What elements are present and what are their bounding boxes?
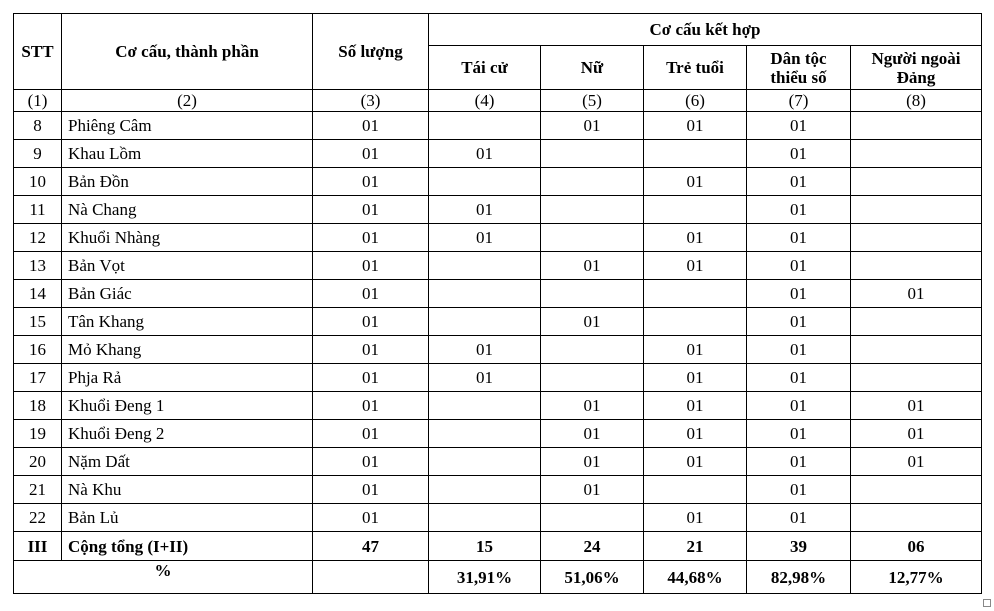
- table-row: [14, 364, 982, 392]
- index-cell: (6): [644, 90, 747, 112]
- row-young: 01: [644, 420, 747, 448]
- total-ethnic: 39: [747, 532, 851, 561]
- header-non-party: [851, 46, 982, 90]
- header-non-party-line1: Người ngoài: [871, 48, 961, 68]
- percent-ethnic: 82,98%: [747, 561, 851, 594]
- row-female: [541, 280, 644, 308]
- percent-label: %: [14, 561, 313, 594]
- row-stt: 16: [14, 336, 62, 364]
- index-cell: (8): [851, 90, 982, 112]
- row-non-party: [851, 224, 982, 252]
- percent-re-elected: 31,91%: [429, 561, 541, 594]
- header-ethnic-line2: thiểu số: [770, 67, 827, 87]
- table-row: [14, 252, 982, 280]
- row-young: 01: [644, 224, 747, 252]
- total-qty: 47: [313, 532, 429, 561]
- row-female: 01: [541, 112, 644, 140]
- row-non-party: [851, 364, 982, 392]
- row-name: Khuổi Đeng 1: [62, 392, 313, 420]
- row-young: 01: [644, 168, 747, 196]
- row-name: Tân Khang: [62, 308, 313, 336]
- row-name: Khuổi Đeng 2: [62, 420, 313, 448]
- row-ethnic: 01: [747, 420, 851, 448]
- total-non-party: 06: [851, 532, 982, 561]
- row-re-elected: [429, 252, 541, 280]
- row-name: Nặm Dất: [62, 448, 313, 476]
- row-re-elected: [429, 308, 541, 336]
- index-cell: (3): [313, 90, 429, 112]
- row-quantity: 01: [313, 448, 429, 476]
- row-stt: 15: [14, 308, 62, 336]
- row-young: 01: [644, 504, 747, 532]
- row-female: 01: [541, 420, 644, 448]
- index-cell: (4): [429, 90, 541, 112]
- row-name: Khuổi Nhàng: [62, 224, 313, 252]
- row-ethnic: 01: [747, 280, 851, 308]
- row-young: 01: [644, 112, 747, 140]
- row-re-elected: [429, 476, 541, 504]
- total-stt: III: [14, 532, 62, 561]
- row-ethnic: 01: [747, 476, 851, 504]
- row-stt: 14: [14, 280, 62, 308]
- header-young: Trẻ tuổi: [644, 46, 747, 90]
- row-non-party: [851, 168, 982, 196]
- row-female: 01: [541, 392, 644, 420]
- row-quantity: 01: [313, 476, 429, 504]
- row-young: [644, 140, 747, 168]
- header-quantity: Số lượng: [313, 14, 429, 90]
- row-female: [541, 196, 644, 224]
- table-row: [14, 280, 982, 308]
- row-stt: 10: [14, 168, 62, 196]
- composition-table: [13, 13, 982, 594]
- row-ethnic: 01: [747, 364, 851, 392]
- row-name: Bản Giác: [62, 280, 313, 308]
- row-stt: 11: [14, 196, 62, 224]
- row-quantity: 01: [313, 420, 429, 448]
- row-non-party: [851, 252, 982, 280]
- row-quantity: 01: [313, 308, 429, 336]
- table-row: [14, 140, 982, 168]
- row-non-party: [851, 336, 982, 364]
- row-quantity: 01: [313, 364, 429, 392]
- row-quantity: 01: [313, 140, 429, 168]
- row-re-elected: [429, 504, 541, 532]
- index-cell: (2): [62, 90, 313, 112]
- percent-female: 51,06%: [541, 561, 644, 594]
- row-re-elected: [429, 168, 541, 196]
- row-non-party: 01: [851, 392, 982, 420]
- row-name: Bản Lủ: [62, 504, 313, 532]
- header-ethnic-line1: Dân tộc: [770, 48, 827, 68]
- table-row: [14, 196, 982, 224]
- header-female: Nữ: [541, 46, 644, 90]
- row-non-party: [851, 476, 982, 504]
- row-re-elected: [429, 112, 541, 140]
- row-non-party: 01: [851, 448, 982, 476]
- row-stt: 18: [14, 392, 62, 420]
- row-quantity: 01: [313, 196, 429, 224]
- row-non-party: [851, 308, 982, 336]
- table-row: [14, 448, 982, 476]
- row-non-party: [851, 504, 982, 532]
- percent-row: [14, 561, 982, 594]
- row-quantity: 01: [313, 112, 429, 140]
- table-row: [14, 504, 982, 532]
- row-quantity: 01: [313, 392, 429, 420]
- row-young: 01: [644, 364, 747, 392]
- header-non-party-line2: Đảng: [896, 67, 936, 87]
- row-ethnic: 01: [747, 140, 851, 168]
- table-row: [14, 112, 982, 140]
- row-re-elected: [429, 280, 541, 308]
- row-ethnic: 01: [747, 336, 851, 364]
- percent-empty: [313, 561, 429, 594]
- row-female: 01: [541, 252, 644, 280]
- row-female: [541, 140, 644, 168]
- row-female: 01: [541, 308, 644, 336]
- row-ethnic: 01: [747, 196, 851, 224]
- row-name: Khau Lồm: [62, 140, 313, 168]
- row-quantity: 01: [313, 280, 429, 308]
- row-quantity: 01: [313, 224, 429, 252]
- table-row: [14, 392, 982, 420]
- row-young: 01: [644, 448, 747, 476]
- row-name: Mỏ Khang: [62, 336, 313, 364]
- row-young: 01: [644, 252, 747, 280]
- row-name: Phja Rả: [62, 364, 313, 392]
- row-ethnic: 01: [747, 224, 851, 252]
- table-row: [14, 168, 982, 196]
- row-non-party: 01: [851, 420, 982, 448]
- row-quantity: 01: [313, 336, 429, 364]
- row-ethnic: 01: [747, 168, 851, 196]
- row-name: Bản Vọt: [62, 252, 313, 280]
- header-stt: STT: [14, 14, 62, 90]
- row-young: 01: [644, 392, 747, 420]
- row-ethnic: 01: [747, 308, 851, 336]
- row-female: [541, 336, 644, 364]
- row-name: Nà Chang: [62, 196, 313, 224]
- row-stt: 19: [14, 420, 62, 448]
- row-re-elected: 01: [429, 364, 541, 392]
- row-stt: 22: [14, 504, 62, 532]
- row-re-elected: 01: [429, 336, 541, 364]
- index-cell: (1): [14, 90, 62, 112]
- row-stt: 13: [14, 252, 62, 280]
- row-quantity: 01: [313, 504, 429, 532]
- header-combined: Cơ cấu kết hợp: [429, 14, 982, 46]
- table-row: [14, 224, 982, 252]
- total-female: 24: [541, 532, 644, 561]
- resize-handle-icon[interactable]: [983, 599, 991, 607]
- total-name: Cộng tổng (I+II): [62, 532, 313, 561]
- row-stt: 17: [14, 364, 62, 392]
- row-quantity: 01: [313, 252, 429, 280]
- row-re-elected: 01: [429, 224, 541, 252]
- total-young: 21: [644, 532, 747, 561]
- row-female: [541, 504, 644, 532]
- row-name: Bản Đồn: [62, 168, 313, 196]
- row-non-party: [851, 140, 982, 168]
- total-re-elected: 15: [429, 532, 541, 561]
- table-row: [14, 420, 982, 448]
- row-non-party: [851, 112, 982, 140]
- header-ethnic: [747, 46, 851, 90]
- row-female: 01: [541, 476, 644, 504]
- percent-non-party: 12,77%: [851, 561, 982, 594]
- table-row: [14, 308, 982, 336]
- total-row: [14, 532, 982, 561]
- row-ethnic: 01: [747, 112, 851, 140]
- row-female: [541, 364, 644, 392]
- row-name: Phiêng Câm: [62, 112, 313, 140]
- table-row: [14, 336, 982, 364]
- row-female: [541, 168, 644, 196]
- table-row: [14, 476, 982, 504]
- row-re-elected: [429, 448, 541, 476]
- row-non-party: 01: [851, 280, 982, 308]
- column-index-row: [14, 90, 982, 112]
- index-cell: (7): [747, 90, 851, 112]
- row-young: [644, 476, 747, 504]
- row-female: [541, 224, 644, 252]
- row-quantity: 01: [313, 168, 429, 196]
- percent-young: 44,68%: [644, 561, 747, 594]
- row-ethnic: 01: [747, 252, 851, 280]
- row-re-elected: 01: [429, 140, 541, 168]
- row-female: 01: [541, 448, 644, 476]
- row-ethnic: 01: [747, 448, 851, 476]
- row-ethnic: 01: [747, 392, 851, 420]
- row-ethnic: 01: [747, 504, 851, 532]
- row-young: 01: [644, 336, 747, 364]
- row-stt: 8: [14, 112, 62, 140]
- row-re-elected: [429, 420, 541, 448]
- row-re-elected: 01: [429, 196, 541, 224]
- header-composition: Cơ cấu, thành phần: [62, 14, 313, 90]
- row-name: Nà Khu: [62, 476, 313, 504]
- row-stt: 9: [14, 140, 62, 168]
- index-cell: (5): [541, 90, 644, 112]
- row-young: [644, 280, 747, 308]
- row-young: [644, 196, 747, 224]
- row-stt: 12: [14, 224, 62, 252]
- row-re-elected: [429, 392, 541, 420]
- row-stt: 21: [14, 476, 62, 504]
- header-re-elected: Tái cử: [429, 46, 541, 90]
- row-stt: 20: [14, 448, 62, 476]
- row-non-party: [851, 196, 982, 224]
- row-young: [644, 308, 747, 336]
